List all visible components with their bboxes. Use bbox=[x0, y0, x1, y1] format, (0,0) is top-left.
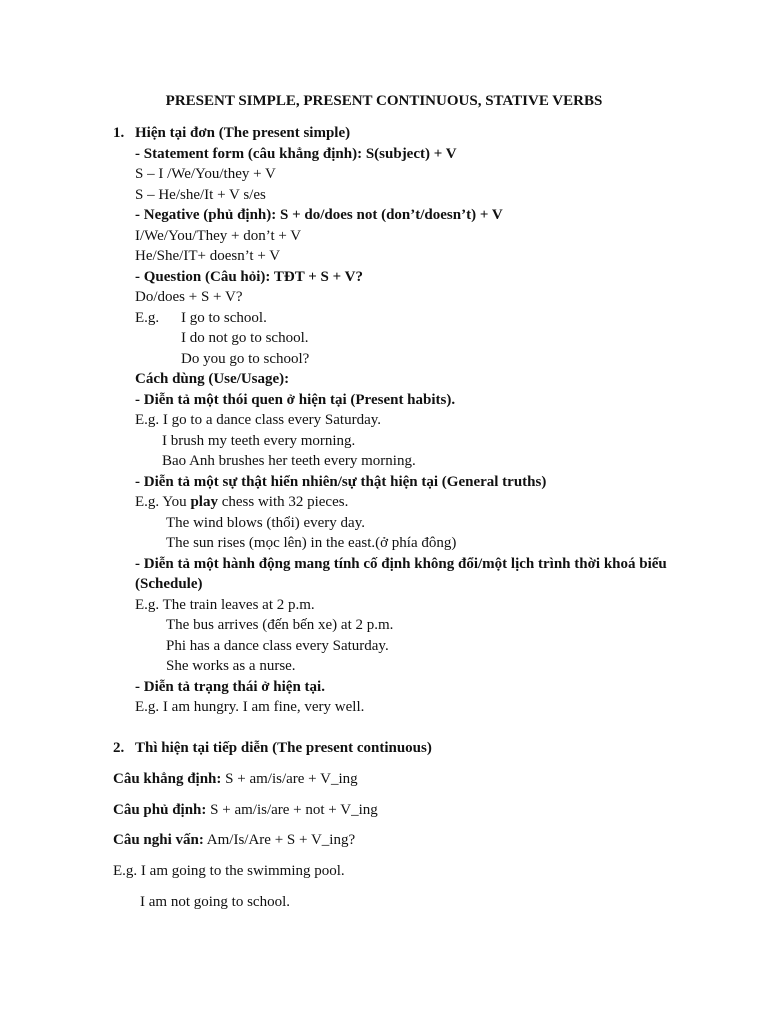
usage-3-example-3: Phi has a dance class every Saturday. bbox=[166, 638, 389, 654]
interrogative-label: Câu nghi vấn: bbox=[113, 832, 204, 848]
usage-1-example-2: I brush my teeth every morning. bbox=[162, 433, 356, 449]
usage-2-example-1 bbox=[135, 492, 348, 512]
usage-3-example-4: She works as a nurse. bbox=[166, 658, 296, 674]
usage-1-label: - Diễn tả một thói quen ở hiện tại (Present habits). bbox=[135, 392, 456, 408]
negative-line-2: He/She/IT+ doesn’t + V bbox=[135, 248, 281, 264]
usage-label: Cách dùng (Use/Usage): bbox=[135, 371, 290, 387]
example-label: E.g. bbox=[135, 310, 160, 326]
usage-3-label: - Diễn tả một hành động mang tính cố định không đổi/một lịch trình thời khoá biểu bbox=[135, 556, 667, 572]
usage-2-example-1-bold: play bbox=[190, 494, 218, 510]
usage-2-example-1-post: chess with 32 pieces. bbox=[217, 494, 349, 510]
usage-2-example-1-pre: E.g. You bbox=[135, 494, 191, 510]
usage-1-example-1: E.g. I go to a dance class every Saturday. bbox=[135, 412, 382, 428]
usage-2-label: - Diễn tả một sự thật hiển nhiên/sự thật hiện tại (General truths) bbox=[135, 474, 547, 490]
negative-formula: S + am/is/are + not + V_ing bbox=[206, 802, 378, 818]
section-2-heading: Thì hiện tại tiếp diễn (The present continuous) bbox=[135, 740, 432, 756]
statement-line-2: S – He/she/It + V s/es bbox=[135, 187, 266, 203]
usage-4-example-1: E.g. I am hungry. I am fine, very well. bbox=[135, 699, 365, 715]
example-line-3: Do you go to school? bbox=[181, 351, 310, 367]
negative-line-1: I/We/You/They + don’t + V bbox=[135, 228, 302, 244]
usage-3-example-1: E.g. The train leaves at 2 p.m. bbox=[135, 597, 315, 613]
negative-label: Câu phủ định: bbox=[113, 802, 207, 818]
affirmative-label: Câu khẳng định: bbox=[113, 771, 222, 787]
negative-line bbox=[113, 800, 378, 820]
affirmative-formula: S + am/is/are + V_ing bbox=[221, 771, 358, 787]
interrogative-formula: Am/Is/Are + S + V_ing? bbox=[203, 832, 356, 848]
usage-3-label-cont: (Schedule) bbox=[135, 576, 203, 592]
statement-form-label: - Statement form (câu khẳng định): S(subject) + V bbox=[135, 146, 457, 162]
example-line-1: I go to school. bbox=[181, 310, 267, 326]
document-title: PRESENT SIMPLE, PRESENT CONTINUOUS, STATIVE VERBS bbox=[165, 93, 603, 109]
usage-2-example-3: The sun rises (mọc lên) in the east.(ở phía đông) bbox=[166, 535, 457, 551]
section-2-example-1: E.g. I am going to the swimming pool. bbox=[113, 863, 345, 879]
section-2-example-2: I am not going to school. bbox=[140, 894, 290, 910]
usage-4-label: - Diễn tả trạng thái ở hiện tại. bbox=[135, 679, 325, 695]
usage-1-example-3: Bao Anh brushes her teeth every morning. bbox=[162, 453, 416, 469]
section-2-number: 2. bbox=[113, 740, 125, 756]
question-form-label: - Question (Câu hỏi): TĐT + S + V? bbox=[135, 269, 363, 285]
question-line-1: Do/does + S + V? bbox=[135, 289, 243, 305]
negative-form-label: - Negative (phủ định): S + do/does not (don’t/doesn’t) + V bbox=[135, 207, 503, 223]
section-1-number: 1. bbox=[113, 125, 125, 141]
statement-line-1: S – I /We/You/they + V bbox=[135, 166, 276, 182]
section-1-heading: Hiện tại đơn (The present simple) bbox=[135, 125, 351, 141]
interrogative-line bbox=[113, 830, 355, 850]
affirmative-line bbox=[113, 769, 358, 789]
usage-3-example-2: The bus arrives (đến bến xe) at 2 p.m. bbox=[166, 617, 394, 633]
example-line-2: I do not go to school. bbox=[181, 330, 309, 346]
usage-2-example-2: The wind blows (thổi) every day. bbox=[166, 515, 365, 531]
